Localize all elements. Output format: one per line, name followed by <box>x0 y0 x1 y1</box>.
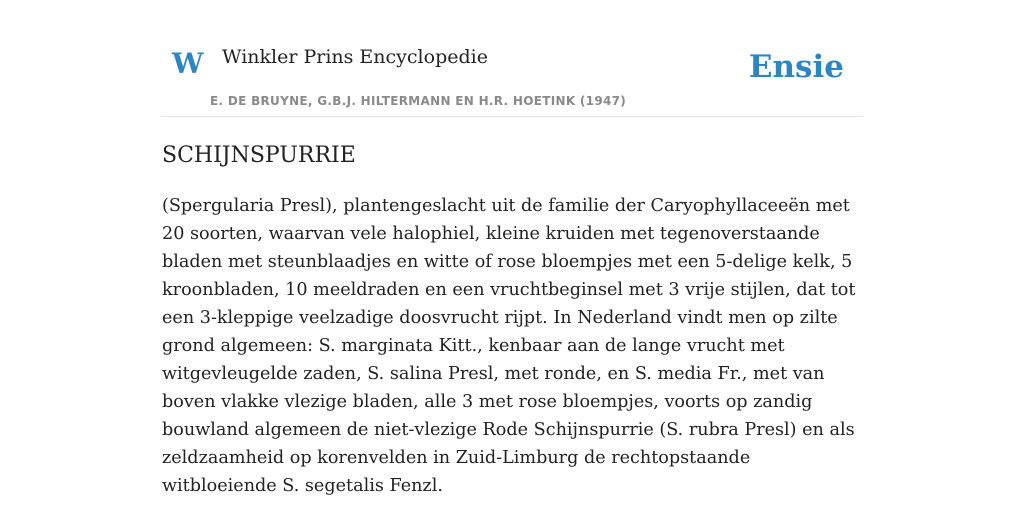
entry-title: SCHIJNSPURRIE <box>162 143 356 168</box>
ensie-logo-link[interactable]: Ensie <box>748 49 844 85</box>
source-header <box>162 0 862 117</box>
source-logo-icon[interactable]: W <box>172 47 204 80</box>
entry-body: (Spergularia Presl), plantengeslacht uit de familie der Caryophyllaceeën met 20 soorten, waarvan vele halophiel, kleine kruiden met tegenoverstaande bladen met steunblaadjes en witte of rose bloempjes met een 5-delige kelk, 5 kroonbladen, 10 meeldraden en een vruchtbeginsel met 3 vrije stijlen, dat tot een 3-kleppige veelzadige doosvrucht rijpt. In Nederland vindt men op zilte grond algemeen: S. marginata Kitt., kenbaar aan de lange vrucht met witgevleugelde zaden, S. salina Presl, met ronde, en S. media Fr., met van boven vlakke vlezige bladen, alle 3 met rose bloempjes, voorts op zandig bouwland algemeen de niet-vlezige Rode Schijnspurrie (S. rubra Presl) en als zeldzaamheid op korenvelden in Zuid-Limburg de rechtopstaande witbloeiende S. segetalis Fenzl. <box>162 196 856 496</box>
source-title-link[interactable]: Winkler Prins Encyclopedie <box>222 46 488 68</box>
source-authors: E. DE BRUYNE, G.B.J. HILTERMANN EN H.R. HOETINK (1947) <box>210 94 627 108</box>
article-page <box>162 0 862 512</box>
